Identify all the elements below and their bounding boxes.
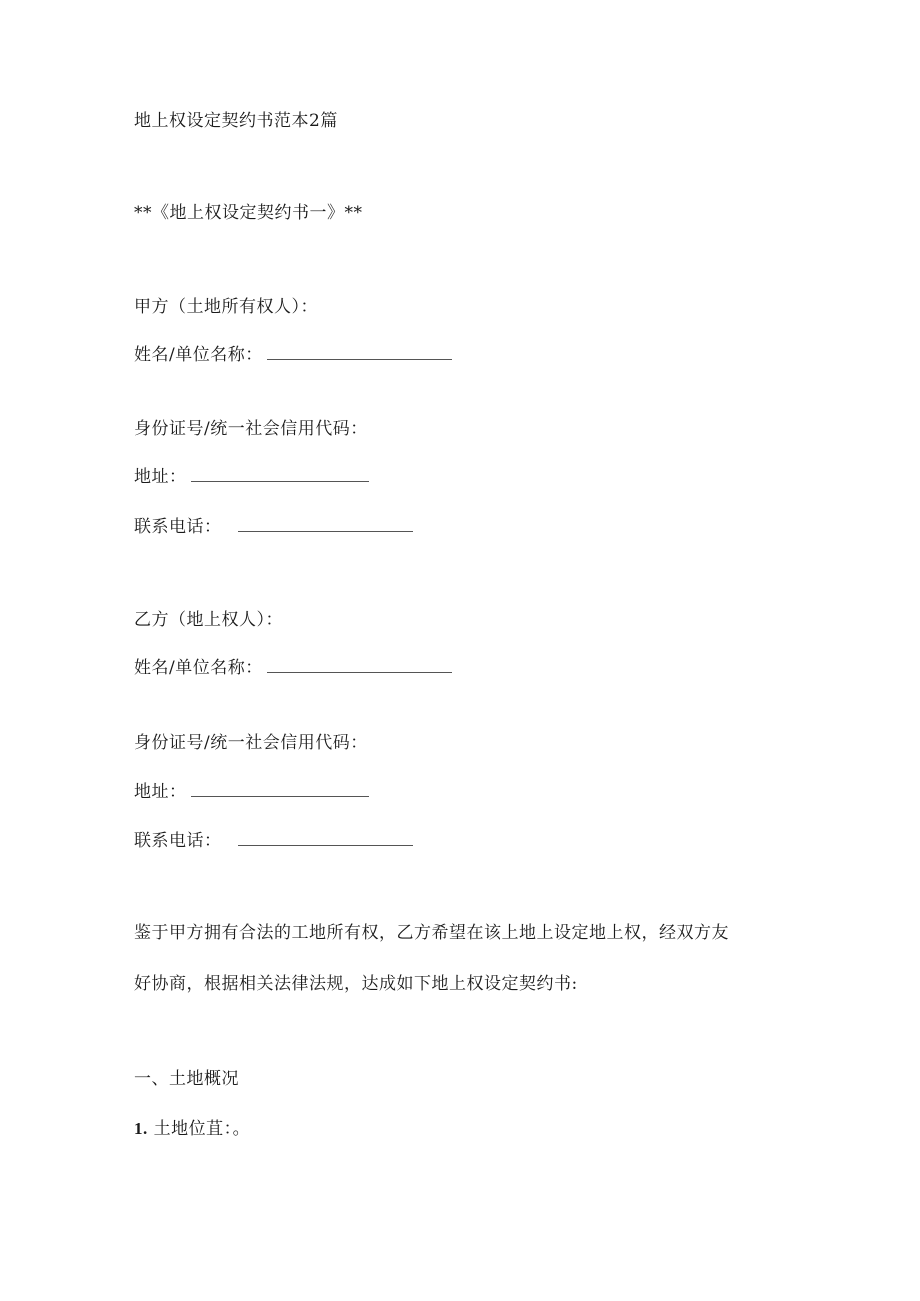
- party-a-address-blank: [191, 480, 369, 482]
- party-b-address-label: 地址：: [134, 782, 187, 802]
- item-1-row: [134, 1114, 250, 1139]
- party-a-name-blank: [267, 358, 452, 360]
- preamble-line-2: 好协商，根据相关法律法规，达成如下地上权设定契约书:: [134, 974, 578, 994]
- party-a-phone-blank: [238, 530, 413, 532]
- party-b-name-blank: [267, 671, 452, 673]
- document-title: 地上权设定契约书范本2篇: [134, 111, 338, 131]
- section-1-heading: 一、土地概况: [134, 1069, 239, 1089]
- party-a-address-label: 地址：: [134, 467, 187, 487]
- party-b-id-label: 身份证号/统一社会信用代码：: [134, 733, 368, 753]
- party-a-name-label: 姓名/单位名称：: [134, 345, 263, 365]
- party-a-phone-row: [134, 512, 413, 537]
- party-b-phone-label: 联系电话：: [134, 831, 222, 851]
- contract-subtitle: **《地上权设定契约书一》**: [134, 203, 363, 223]
- party-b-name-row: [134, 653, 452, 678]
- party-b-heading: 乙方（地上权人）：: [134, 610, 283, 630]
- party-b-phone-row: [134, 826, 413, 851]
- item-1-text: 土地位苴：。: [153, 1119, 251, 1139]
- party-a-address-row: [134, 462, 369, 487]
- party-b-phone-blank: [238, 844, 413, 846]
- item-1-number: 1.: [134, 1119, 148, 1138]
- party-b-name-label: 姓名/单位名称：: [134, 658, 263, 678]
- party-a-name-row: [134, 340, 452, 365]
- party-a-phone-label: 联系电话：: [134, 517, 222, 537]
- party-a-heading: 甲方（土地所有权人）：: [134, 297, 318, 317]
- party-a-id-label: 身份证号/统一社会信用代码：: [134, 419, 368, 439]
- preamble-line-1: 鉴于甲方拥有合法的工地所有权，乙方希望在该上地上设定地上权，经双方友: [134, 923, 729, 943]
- party-b-address-blank: [191, 795, 369, 797]
- party-b-address-row: [134, 777, 369, 802]
